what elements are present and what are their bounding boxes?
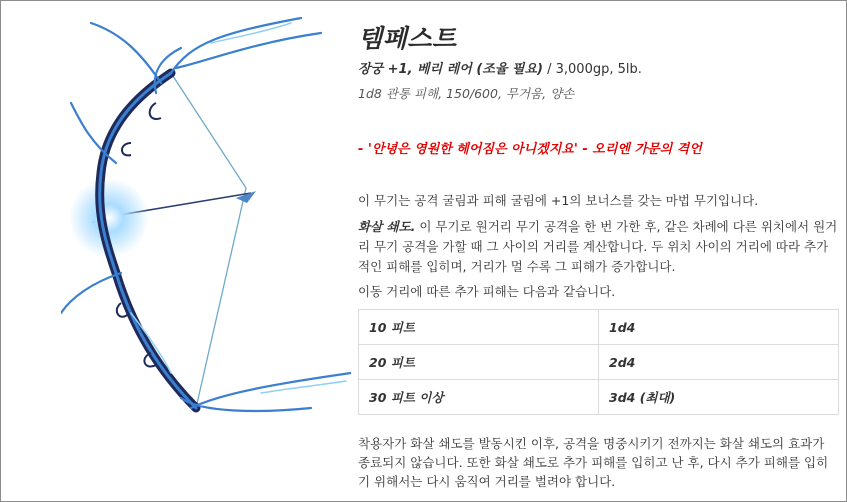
- item-meta: [358, 58, 642, 77]
- damage-cell: 3d4 (최대): [599, 380, 839, 415]
- distance-cell: 30 피트 이상: [359, 380, 599, 415]
- tempest-bow-illustration: [61, 13, 351, 423]
- table-row: [359, 345, 839, 380]
- item-quote: - '안녕은 영원한 헤어짐은 아니겠지요' - 오리엔 가문의 격언: [358, 142, 702, 157]
- damage-cell: 2d4: [599, 345, 839, 380]
- feature-paragraph: [358, 217, 840, 277]
- item-properties: 1d8 관통 피해, 150/600, 무거움, 양손: [358, 86, 575, 101]
- feature-name: 화살 쇄도.: [358, 219, 416, 234]
- distance-cell: 10 피트: [359, 310, 599, 345]
- table-intro: 이동 거리에 따른 추가 피해는 다음과 같습니다.: [358, 284, 616, 299]
- item-description: 이 무기는 공격 굴림과 피해 굴림에 +1의 보너스를 갖는 마법 무기입니다.: [358, 193, 759, 208]
- distance-cell: 20 피트: [359, 345, 599, 380]
- item-price-weight: / 3,000gp, 5lb.: [542, 62, 642, 77]
- damage-cell: 1d4: [599, 310, 839, 345]
- closing-paragraph: 착용자가 화살 쇄도를 발동시킨 이후, 공격을 명중시키기 전까지는 화살 쇄도의 효과가 종료되지 않습니다. 또한 화살 쇄도로 추가 피해를 입히고 난 후, 다시 추가 피해를 입히기 위해서는 다시 움직여 거리를 벌려야 합니다.: [358, 436, 829, 489]
- bow-string: [171, 73, 246, 408]
- item-type: 장궁 +1, 베리 레어 (조율 필요): [358, 62, 543, 77]
- item-title: 템페스트: [358, 24, 457, 53]
- table-row: [359, 380, 839, 415]
- feature-text: 이 무기로 원거리 무기 공격을 한 번 가한 후, 같은 차례에 다른 위치에서 원거리 무기 공격을 가할 때 그 사이의 거리를 계산합니다. 두 위치 사이의 거리에 따라 추가적인 피해를 입히며, 거리가 멀 수록 그 피해가 증가합니다.: [358, 219, 838, 274]
- damage-table: [358, 309, 839, 415]
- table-row: [359, 310, 839, 345]
